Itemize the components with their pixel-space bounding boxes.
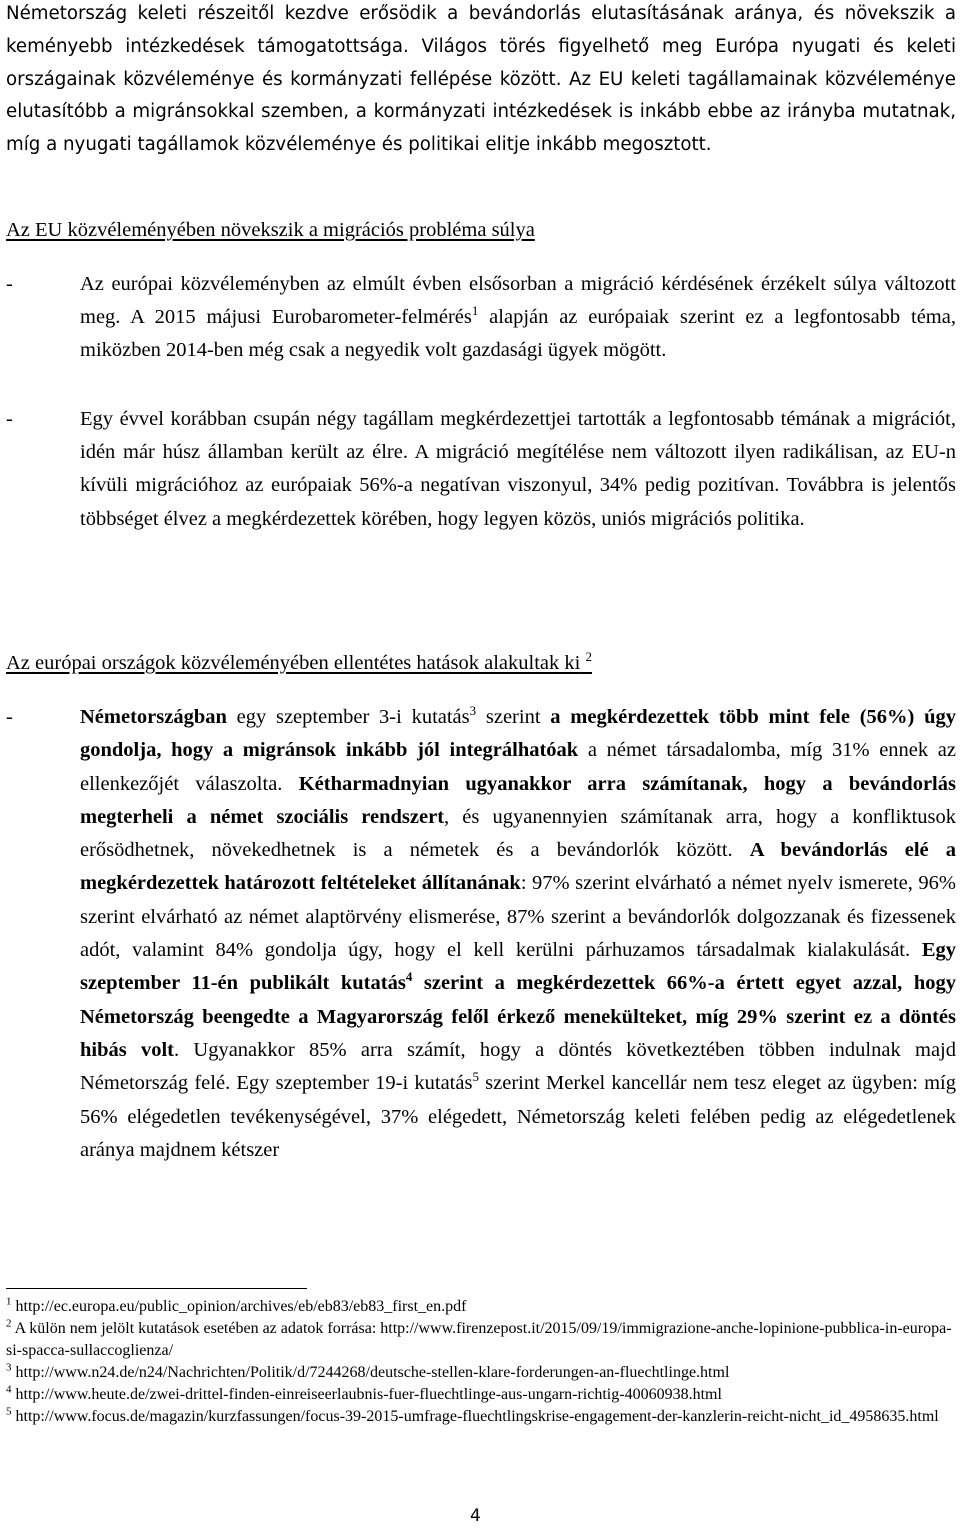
bold-text: Kétharmadnyian ugyanakkor arra számítanak, hogy a bevándorlás megterheli a német szociális rendszert [80,772,956,828]
footnote-2 [6,1318,958,1362]
bullet-text-part: szerint Merkel kancellár nem tesz eleget az ügyben: míg 56% elégedetlen tevékenységével, 37% elégedett, Németország keleti felében pedig az elégedetlenek aránya majdnem kétszer [80,1072,956,1161]
page-number: 4 [470,1506,481,1526]
footnote-number: 2 [6,1317,12,1330]
footnote-4 [6,1384,958,1406]
footnote-1 [6,1296,958,1318]
bullet-text: Egy évvel korábban csupán négy tagállam megkérdezettjei tartották a legfontosabb témának a migrációt, idén már húsz államban került az élre. A migráció megítélése nem változott ilyen radikálisan, az EU-n kívüli migrációhoz az európaiak 56%-a negatívan viszonyul, 34% pedig pozitívan. Továbbra is jelentős többséget élvez a megkérdezettek körében, hogy legyen közös, uniós migrációs politika. [80,408,956,530]
intro-sentence-1: Németország keleti részeitől kezdve erősödik a bevándorlás elutasításának aránya, és növekszik a keményebb intézkedések támogatottsága. Világos törés figyelhető meg Európa nyugati és keleti országainak közvéleménye és kormányzati fellépése között. [6,3,956,90]
bold-text: A bevándorlás elé a megkérdezettek határozott feltételeket állítanának [80,839,956,895]
bullet-eurobarometer [6,268,956,368]
section-heading-eu-text: Az EU közvéleményében növekszik a migrációs probléma súlya [6,219,535,241]
footnote-link[interactable]: A külön nem jelölt kutatások esetében az adatok forrása: http://www.firenzepost.it/2015/09/19/immigrazione-anche-lopinione-pubblica-in-europa-si-spacca-sullaccoglienza/ [6,1320,952,1359]
bullet-dash: - [6,408,13,430]
footnote-link[interactable]: http://www.n24.de/n24/Nachrichten/Politik/d/7244268/deutsche-stellen-klare-forderungen-an-fluechtlinge.html [11,1364,730,1381]
footnotes [6,1296,958,1428]
intro-sentence-2: Az EU keleti tagállamainak közvéleménye elutasítóbb a migránsokkal szemben, a kormányzati intézkedések is inkább ebbe az irányba mutatnak, míg a nyugati tagállamok közvéleménye és politikai elitje inkább megosztott. [6,68,956,156]
bullet-text-part: , és ugyanennyien számítanak arra, hogy a konfliktusok erősödhetnek, növekedhetnek is a németek és a bevándorlók között. [80,805,956,862]
intro-paragraph [6,0,956,162]
footnote-link[interactable]: http://www.heute.de/zwei-drittel-finden-einreiseerlaubnis-fuer-fluechtlinge-aus-ungarn-richtig-40060938.html [11,1386,722,1403]
bullet-germany [6,701,956,1167]
footnote-number: 4 [6,1383,12,1396]
footnote-ref-4: 4 [405,969,413,985]
footnote-link[interactable]: http://ec.europa.eu/public_opinion/archives/eb/eb83/eb83_first_en.pdf [11,1298,467,1315]
footnote-number: 1 [6,1295,12,1308]
footnote-separator [6,1288,307,1289]
bullet-dash: - [6,706,13,728]
bullet-text-part: : 97% szerint elvárható a német nyelv ismerete, 96% szerint elvárható az német alaptörvény elismerése, 87% szerint a bevándorlók dolgozzanak és fizessenek adót, valamint 84% gondolja úgy, hogy el kell kerülni párhuzamos társadalmak kialakulását. [80,872,956,962]
footnote-ref-1: 1 [471,303,479,319]
bold-text: a megkérdezettek több mint fele (56%) úgy gondolja, hogy a migránsok inkább jól integrálhatóak [80,706,957,762]
footnote-number: 5 [6,1405,12,1418]
bullet-text [80,268,956,368]
bullet-text-part: alapján az európaiak szerint ez a legfontosabb téma, miközben 2014-ben még csak a negyedik volt gazdasági ügyek mögött. [80,306,956,362]
footnote-ref-2: 2 [585,649,592,665]
bullet-text-part: a német társadalomba, míg 31% ennek az ellenkezőjét válaszolta. [80,739,956,795]
bullet-member-states [6,403,956,536]
section-heading-eu [6,214,956,246]
footnote-link[interactable]: http://www.focus.de/magazin/kurzfassungen/focus-39-2015-umfrage-fluechtlingskrise-engagement-der-kanzlerin-reicht-nicht_id_4958635.html [11,1408,939,1425]
bullet-text-part: Az európai közvéleményben az elmúlt évben elsősorban a migráció kérdésének érzékelt súlya változott meg. A 2015 májusi Eurobarometer-felmérés [80,273,956,329]
bold-text: Egy szeptember 11-én publikált kutatás [80,939,956,995]
bullet-text-part: egy szeptember 3-i kutatás [226,706,470,728]
bold-text: szerint a megkérdezettek 66%-a értett egyet azzal, hogy Németország beengedte a Magyarország felől érkező menekülteket, míg 29% szerint ez a döntés hibás volt [80,972,956,1061]
footnote-3 [6,1362,958,1384]
bullet-text-part: . Ugyanakkor 85% arra számít, hogy a döntés következtében többen indulnak majd Németország felé. Egy szeptember 19-i kutatás [80,1038,956,1095]
bullet-text-part: szerint [476,706,551,728]
bold-text: Németországban [80,706,227,728]
footnote-ref-5: 5 [472,1069,479,1085]
section-heading-opposing [6,647,956,679]
footnote-ref-3: 3 [469,703,477,719]
section-heading-text: Az európai országok közvéleményében ellentétes hatások alakultak ki [6,652,581,674]
footnote-number: 3 [6,1361,12,1374]
bullet-dash: - [6,273,13,295]
section-heading-opposing-text [6,649,592,674]
bullet-text [80,701,956,1167]
footnote-5 [6,1406,958,1428]
